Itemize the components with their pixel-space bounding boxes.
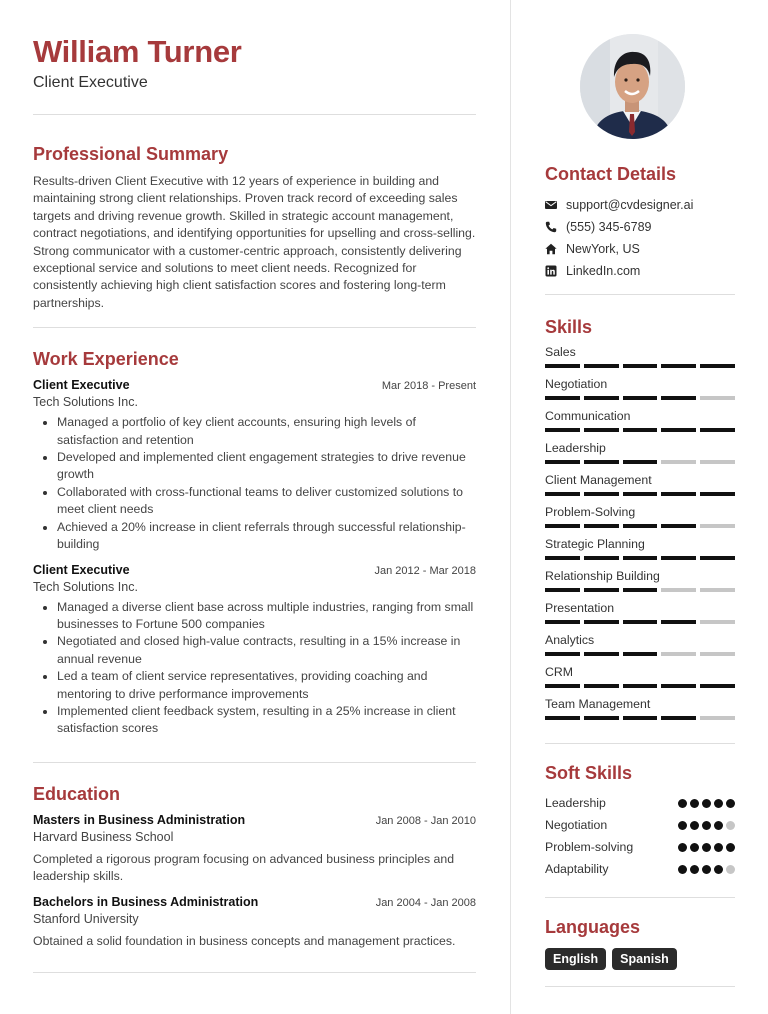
rating-dot-filled bbox=[690, 865, 699, 874]
skill-segment-filled bbox=[545, 460, 580, 464]
skill-segment-filled bbox=[545, 588, 580, 592]
rating-dot-filled bbox=[714, 843, 723, 852]
soft-skill-item bbox=[545, 814, 735, 836]
contact-email-text: support@cvdesigner.ai bbox=[566, 198, 694, 212]
contact-linkedin-text: LinkedIn.com bbox=[566, 264, 641, 278]
skill-level-bar bbox=[545, 652, 735, 656]
skill-level-bar bbox=[545, 460, 735, 464]
job-title: Client Executive bbox=[33, 562, 130, 577]
skill-name: Sales bbox=[545, 345, 576, 359]
skill-item bbox=[545, 341, 735, 373]
summary-text: Results-driven Client Executive with 12 years of experience in building and maintaining strong client relationships. Proven track record of exceeding sales targets and driving revenue growth. Skilled in strategic account management, contract negotiations, and identifying opportunities for upselling and cross-selling. Strong communicator with a customer-centric approach, consistently delivering exceptional service and solutions to meet client needs. Recognized for consistently achieving high client satisfaction scores and fostering long-term partnerships. bbox=[33, 174, 476, 310]
skill-item bbox=[545, 565, 735, 597]
rating-dot-filled bbox=[690, 799, 699, 808]
skill-item bbox=[545, 661, 735, 693]
skill-segment-filled bbox=[661, 524, 696, 528]
skill-segment-filled bbox=[584, 716, 619, 720]
skill-segment-filled bbox=[700, 556, 735, 560]
rating-dot-filled bbox=[726, 799, 735, 808]
soft-skills-section bbox=[545, 762, 735, 898]
skill-name: Team Management bbox=[545, 697, 651, 711]
soft-skills-divider bbox=[545, 897, 735, 898]
skill-item bbox=[545, 597, 735, 629]
soft-skill-rating bbox=[678, 843, 735, 852]
soft-skill-name: Problem-solving bbox=[545, 840, 634, 854]
contact-heading: Contact Details bbox=[545, 164, 677, 184]
skill-segment-empty bbox=[700, 460, 735, 464]
education-heading: Education bbox=[33, 783, 121, 804]
job-title: Client Executive bbox=[33, 378, 130, 393]
contact-linkedin[interactable] bbox=[545, 260, 735, 282]
skills-section bbox=[545, 316, 735, 744]
skill-level-bar bbox=[545, 684, 735, 688]
experience-section bbox=[33, 348, 476, 738]
skill-segment-empty bbox=[661, 588, 696, 592]
skill-segment-filled bbox=[623, 460, 658, 464]
skill-name: Problem-Solving bbox=[545, 505, 636, 519]
skill-segment-filled bbox=[545, 364, 580, 368]
rating-dot-empty bbox=[726, 865, 735, 874]
linkedin-icon bbox=[545, 265, 557, 277]
skill-segment-filled bbox=[545, 428, 580, 432]
job-date: Mar 2018 - Present bbox=[381, 380, 476, 393]
skill-segment-filled bbox=[584, 620, 619, 624]
skill-segment-filled bbox=[545, 524, 580, 528]
soft-skill-name: Leadership bbox=[545, 796, 606, 810]
skill-name: Leadership bbox=[545, 441, 606, 455]
soft-skills-list bbox=[545, 792, 735, 880]
rating-dot-filled bbox=[702, 843, 711, 852]
degree-title: Bachelors in Business Administration bbox=[33, 894, 259, 909]
skill-level-bar bbox=[545, 492, 735, 496]
skill-segment-filled bbox=[545, 620, 580, 624]
school-name: Stanford University bbox=[33, 911, 139, 926]
soft-skill-rating bbox=[678, 865, 735, 874]
skill-level-bar bbox=[545, 428, 735, 432]
skill-segment-filled bbox=[700, 684, 735, 688]
skill-item bbox=[545, 373, 735, 405]
contact-divider bbox=[545, 294, 735, 295]
skill-segment-filled bbox=[623, 588, 658, 592]
rating-dot-filled bbox=[714, 799, 723, 808]
candidate-name: William Turner bbox=[33, 34, 242, 69]
skill-item bbox=[545, 629, 735, 661]
skill-name: Negotiation bbox=[545, 377, 608, 391]
skill-segment-empty bbox=[700, 716, 735, 720]
soft-skill-rating bbox=[678, 799, 735, 808]
profile-photo bbox=[580, 34, 685, 139]
soft-skill-item bbox=[545, 858, 735, 880]
skill-segment-filled bbox=[623, 364, 658, 368]
soft-skill-name: Adaptability bbox=[545, 862, 609, 876]
skill-name: CRM bbox=[545, 665, 574, 679]
phone-icon bbox=[545, 221, 557, 233]
skill-level-bar bbox=[545, 396, 735, 400]
summary-divider bbox=[33, 327, 476, 328]
contact-section bbox=[545, 163, 735, 295]
education-date: Jan 2004 - Jan 2008 bbox=[375, 896, 476, 909]
job-bullet: Implemented client feedback system, resulting in a 25% increase in client satisfaction scores bbox=[33, 703, 476, 738]
skill-segment-filled bbox=[661, 716, 696, 720]
skill-segment-empty bbox=[700, 620, 735, 624]
education-description: Completed a rigorous program focusing on advanced business principles and leadership skills. bbox=[33, 851, 455, 884]
soft-skill-rating bbox=[678, 821, 735, 830]
skill-segment-empty bbox=[700, 652, 735, 656]
rating-dot-filled bbox=[726, 843, 735, 852]
skill-segment-filled bbox=[661, 364, 696, 368]
job-bullet: Managed a portfolio of key client accounts, ensuring high levels of satisfaction and retention bbox=[33, 414, 476, 449]
soft-skill-item bbox=[545, 792, 735, 814]
skill-segment-filled bbox=[584, 684, 619, 688]
skill-segment-filled bbox=[545, 396, 580, 400]
skill-segment-filled bbox=[623, 524, 658, 528]
contact-location bbox=[545, 238, 735, 260]
education-entry bbox=[33, 813, 476, 886]
skill-level-bar bbox=[545, 524, 735, 528]
skill-level-bar bbox=[545, 364, 735, 368]
experience-divider bbox=[33, 762, 476, 763]
job-bullet: Developed and implemented client engagement strategies to drive revenue growth bbox=[33, 449, 476, 484]
rating-dot-filled bbox=[678, 865, 687, 874]
skill-segment-filled bbox=[623, 556, 658, 560]
skill-name: Relationship Building bbox=[545, 569, 660, 583]
job-bullets bbox=[33, 599, 476, 738]
skill-segment-filled bbox=[584, 428, 619, 432]
skill-name: Strategic Planning bbox=[545, 537, 645, 551]
summary-heading: Professional Summary bbox=[33, 144, 229, 164]
language-tag: Spanish bbox=[612, 948, 677, 970]
skill-segment-filled bbox=[584, 364, 619, 368]
education-date: Jan 2008 - Jan 2010 bbox=[375, 814, 476, 827]
rating-dot-filled bbox=[702, 799, 711, 808]
rating-dot-filled bbox=[678, 799, 687, 808]
contact-email[interactable] bbox=[545, 194, 735, 216]
skill-segment-filled bbox=[623, 684, 658, 688]
skill-segment-filled bbox=[700, 364, 735, 368]
education-description: Obtained a solid foundation in business concepts and management practices. bbox=[33, 933, 456, 948]
skills-heading: Skills bbox=[545, 317, 593, 337]
job-bullet: Negotiated and closed high-value contracts, resulting in a 15% increase in annual revenue bbox=[33, 633, 476, 668]
job-company: Tech Solutions Inc. bbox=[33, 395, 138, 410]
language-tags bbox=[545, 948, 735, 970]
soft-skills-heading: Soft Skills bbox=[545, 763, 633, 783]
skill-segment-filled bbox=[661, 620, 696, 624]
summary-section bbox=[33, 143, 476, 312]
skill-segment-empty bbox=[700, 524, 735, 528]
skill-name: Communication bbox=[545, 409, 631, 423]
skill-segment-filled bbox=[623, 620, 658, 624]
skill-segment-filled bbox=[661, 556, 696, 560]
job-bullet: Led a team of client service representatives, providing coaching and mentoring to drive performance improvements bbox=[33, 668, 476, 703]
skill-item bbox=[545, 405, 735, 437]
skill-segment-filled bbox=[545, 684, 580, 688]
skill-segment-filled bbox=[545, 652, 580, 656]
skills-divider bbox=[545, 743, 735, 744]
skill-segment-filled bbox=[623, 396, 658, 400]
main-column bbox=[33, 34, 476, 973]
skill-name: Client Management bbox=[545, 473, 652, 487]
skills-list bbox=[545, 341, 735, 725]
job-bullet: Managed a diverse client base across multiple industries, ranging from small businesses to Fortune 500 companies bbox=[33, 599, 476, 634]
rating-dot-filled bbox=[702, 821, 711, 830]
job-entry bbox=[33, 563, 476, 738]
job-date: Jan 2012 - Mar 2018 bbox=[374, 564, 476, 577]
languages-divider bbox=[545, 986, 735, 987]
skill-segment-filled bbox=[584, 524, 619, 528]
language-tag: English bbox=[545, 948, 606, 970]
job-entry bbox=[33, 378, 476, 553]
skill-segment-empty bbox=[700, 588, 735, 592]
skill-segment-filled bbox=[584, 588, 619, 592]
contact-location-text: NewYork, US bbox=[566, 242, 640, 256]
skill-segment-filled bbox=[545, 716, 580, 720]
skill-level-bar bbox=[545, 620, 735, 624]
soft-skill-item bbox=[545, 836, 735, 858]
skill-segment-filled bbox=[623, 652, 658, 656]
languages-heading: Languages bbox=[545, 917, 641, 937]
skill-segment-filled bbox=[700, 492, 735, 496]
skill-level-bar bbox=[545, 588, 735, 592]
skill-item bbox=[545, 469, 735, 501]
skill-level-bar bbox=[545, 556, 735, 560]
skill-segment-filled bbox=[584, 652, 619, 656]
skill-segment-filled bbox=[661, 492, 696, 496]
skill-segment-filled bbox=[623, 428, 658, 432]
column-divider bbox=[510, 0, 511, 1014]
skill-segment-filled bbox=[661, 428, 696, 432]
header-divider bbox=[33, 114, 476, 115]
skill-name: Analytics bbox=[545, 633, 595, 647]
job-bullet: Collaborated with cross-functional teams to deliver customized solutions to meet client needs bbox=[33, 484, 476, 519]
rating-dot-filled bbox=[702, 865, 711, 874]
rating-dot-filled bbox=[690, 843, 699, 852]
education-section bbox=[33, 783, 476, 950]
education-divider bbox=[33, 972, 476, 973]
home-icon bbox=[545, 243, 557, 255]
rating-dot-filled bbox=[678, 821, 687, 830]
contact-phone-text: (555) 345-6789 bbox=[566, 220, 652, 234]
contact-phone[interactable] bbox=[545, 216, 735, 238]
skill-segment-filled bbox=[661, 684, 696, 688]
rating-dot-filled bbox=[714, 865, 723, 874]
skill-level-bar bbox=[545, 716, 735, 720]
education-entry bbox=[33, 895, 476, 950]
skill-segment-filled bbox=[584, 396, 619, 400]
skill-segment-filled bbox=[623, 492, 658, 496]
rating-dot-empty bbox=[726, 821, 735, 830]
languages-section bbox=[545, 916, 735, 987]
skill-segment-empty bbox=[661, 652, 696, 656]
skill-item bbox=[545, 501, 735, 533]
job-bullets bbox=[33, 414, 476, 553]
skill-segment-filled bbox=[700, 428, 735, 432]
skill-item bbox=[545, 693, 735, 725]
skill-segment-filled bbox=[584, 492, 619, 496]
skill-segment-empty bbox=[661, 460, 696, 464]
skill-segment-filled bbox=[584, 556, 619, 560]
envelope-icon bbox=[545, 199, 557, 211]
skill-item bbox=[545, 437, 735, 469]
skill-segment-filled bbox=[584, 460, 619, 464]
skill-segment-filled bbox=[623, 716, 658, 720]
job-company: Tech Solutions Inc. bbox=[33, 579, 138, 594]
soft-skill-name: Negotiation bbox=[545, 818, 608, 832]
school-name: Harvard Business School bbox=[33, 829, 174, 844]
skill-segment-filled bbox=[545, 556, 580, 560]
skill-item bbox=[545, 533, 735, 565]
degree-title: Masters in Business Administration bbox=[33, 812, 246, 827]
rating-dot-filled bbox=[690, 821, 699, 830]
skill-segment-empty bbox=[700, 396, 735, 400]
skill-name: Presentation bbox=[545, 601, 615, 615]
skill-segment-filled bbox=[545, 492, 580, 496]
rating-dot-filled bbox=[714, 821, 723, 830]
skill-segment-filled bbox=[661, 396, 696, 400]
experience-heading: Work Experience bbox=[33, 349, 179, 370]
rating-dot-filled bbox=[678, 843, 687, 852]
job-bullet: Achieved a 20% increase in client referrals through successful relationship-building bbox=[33, 519, 476, 554]
candidate-role: Client Executive bbox=[33, 74, 148, 91]
